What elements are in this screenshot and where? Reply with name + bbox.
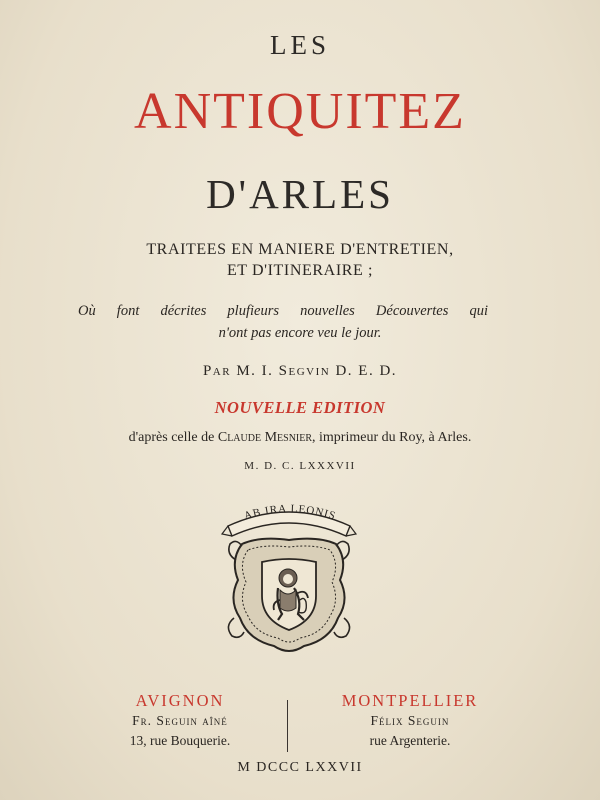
- subtitle-line-1: TRAITEES EN MANIERE D'ENTRETIEN,: [146, 241, 454, 258]
- original-date: M. D. C. LXXXVII: [244, 460, 356, 472]
- title-line-les: LES: [269, 30, 330, 60]
- publisher-name-avignon: Fr. Seguin aîné: [132, 713, 228, 728]
- publisher-montpellier: [300, 691, 520, 751]
- publisher-city-avignon: AVIGNON: [135, 691, 225, 710]
- publisher-name-montpellier: Félix Seguin: [370, 713, 450, 728]
- description-line-2: n'ont pas encore veu le jour.: [218, 325, 382, 341]
- publisher-address-avignon: 13, rue Bouquerie.: [129, 733, 231, 748]
- edition-source-suffix: , imprimeur du Roy, à Arles.: [312, 430, 472, 445]
- author-line: Par M. I. Segvin D. E. D.: [202, 363, 398, 379]
- publisher-city-montpellier: MONTPELLIER: [341, 691, 479, 710]
- edition-source-line: [0, 430, 600, 446]
- publisher-avignon: [80, 691, 280, 751]
- edition-source-prefix: d'après celle de: [128, 430, 218, 445]
- subtitle-line-2: ET D'ITINERAIRE ;: [226, 262, 374, 279]
- title-line-antiquitez: ANTIQUITEZ: [134, 83, 466, 140]
- title-line-arles: D'ARLES: [206, 171, 394, 217]
- description-line-1: Où font décrites plufieurs nouvelles Découvertes qui: [78, 303, 488, 319]
- emblem-motto: AB IRA LEONIS: [242, 502, 338, 523]
- edition-label: NOUVELLE EDITION: [214, 398, 386, 417]
- publisher-divider: [287, 700, 288, 752]
- lion-coat-of-arms-icon: [218, 500, 360, 658]
- publication-date: M DCCC LXXVII: [237, 760, 363, 775]
- publisher-address-montpellier: rue Argenterie.: [369, 733, 451, 748]
- printer-name: Claude Mesnier: [217, 430, 313, 445]
